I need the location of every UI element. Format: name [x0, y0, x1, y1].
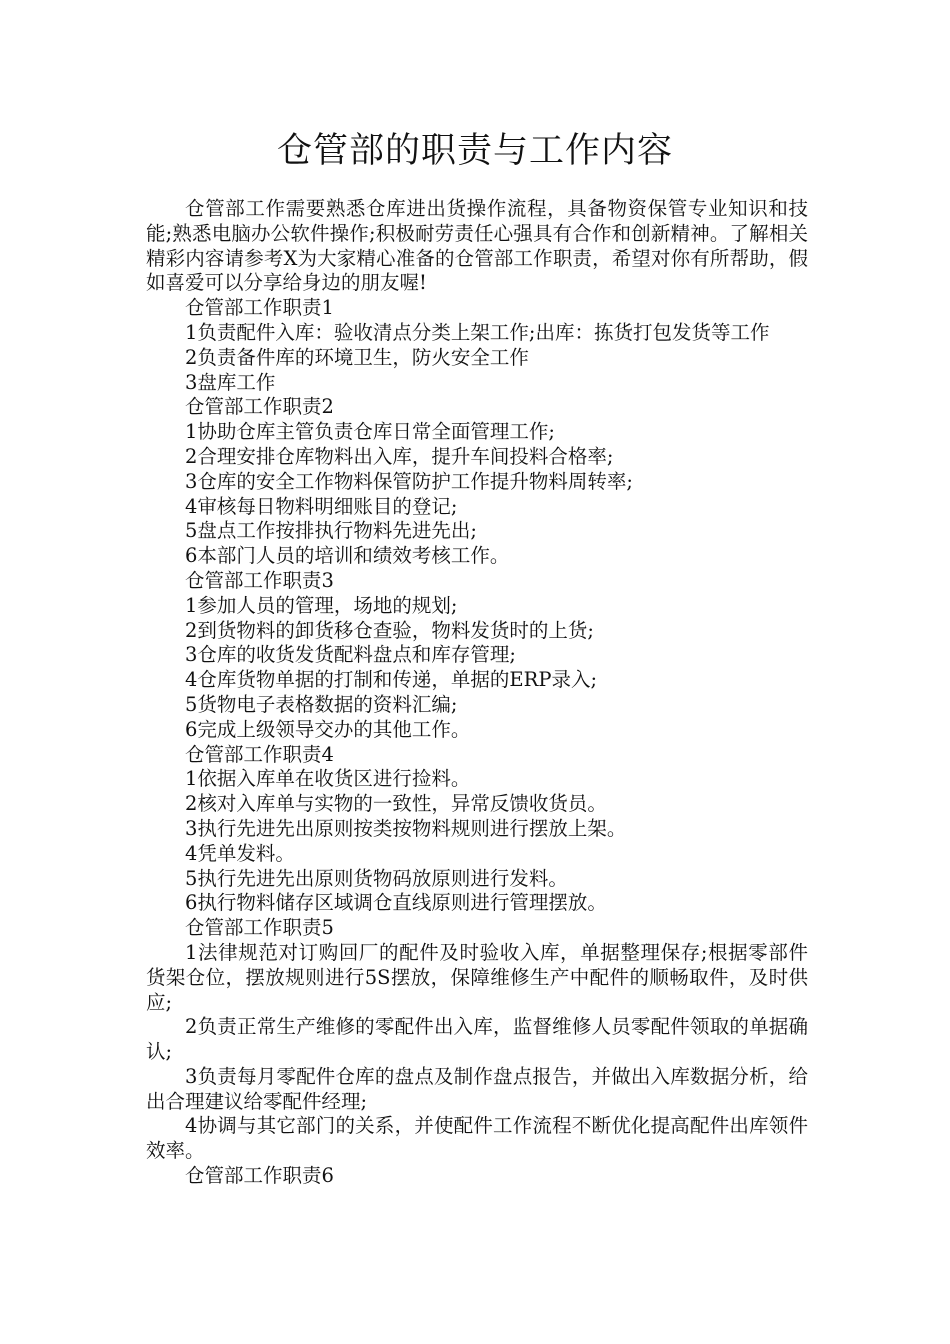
- list-item: 3盘库工作: [185, 370, 276, 394]
- list-item: 2负责备件库的环境卫生，防火安全工作: [185, 345, 529, 369]
- list-item: 1负责配件入库：验收清点分类上架工作;出库：拣货打包发货等工作: [185, 320, 770, 344]
- list-item: 4仓库货物单据的打制和传递，单据的ERP录入;: [185, 668, 598, 692]
- list-item: 3仓库的安全工作物料保管防护工作提升物料周转率;: [185, 469, 633, 493]
- list-item: 3仓库的收货发货配料盘点和库存管理;: [185, 643, 516, 667]
- list-item: 6本部门人员的培训和绩效考核工作。: [185, 544, 510, 568]
- list-item: 1协助仓库主管负责仓库日常全面管理工作;: [185, 420, 555, 444]
- list-item: 5执行先进先出原则货物码放原则进行发料。: [185, 866, 568, 890]
- list-item: 3执行先进先出原则按类按物料规则进行摆放上架。: [185, 816, 627, 840]
- list-item: 6完成上级领导交办的其他工作。: [185, 717, 471, 741]
- list-item: 1法律规范对订购回厂的配件及时验收入库，单据整理保存;根据零部件货架仓位，摆放规则进行5S摆放，保障维修生产中配件的顺畅取件，及时供应;: [146, 940, 808, 1014]
- section-heading: 仓管部工作职责1: [185, 296, 334, 320]
- list-item: 2合理安排仓库物料出入库，提升车间投料合格率;: [185, 444, 614, 468]
- section-heading: 仓管部工作职责5: [185, 916, 334, 940]
- list-item: 4协调与其它部门的关系，并使配件工作流程不断优化提高配件出库领件效率。: [146, 1114, 808, 1163]
- list-item: 4凭单发料。: [185, 841, 295, 865]
- paragraph: 仓管部工作需要熟悉仓库进出货操作流程，具备物资保管专业知识和技能;熟悉电脑办公软件操作;积极耐劳责任心强具有合作和创新精神。了解相关精彩内容请参考X为大家精心准备的仓管部工作职责，希望对你有所帮助，假如喜爱可以分享给身边的朋友喔!: [146, 197, 808, 295]
- list-item: 2核对入库单与实物的一致性，异常反馈收货员。: [185, 792, 607, 816]
- document-body: [146, 197, 808, 1189]
- list-item: 1参加人员的管理，场地的规划;: [185, 593, 458, 617]
- list-item: 3负责每月零配件仓库的盘点及制作盘点报告，并做出入库数据分析，给出合理建议给零配件经理;: [146, 1064, 808, 1113]
- list-item: 1依据入库单在收货区进行捡料。: [185, 767, 471, 791]
- list-item: 4审核每日物料明细账目的登记;: [185, 494, 458, 518]
- list-item: 5盘点工作按排执行物料先进先出;: [185, 519, 477, 543]
- section-heading: 仓管部工作职责6: [185, 1164, 334, 1188]
- list-item: 6执行物料储存区域调仓直线原则进行管理摆放。: [185, 891, 607, 915]
- list-item: 2到货物料的卸货移仓查验，物料发货时的上货;: [185, 618, 594, 642]
- section-heading: 仓管部工作职责4: [185, 742, 334, 766]
- list-item: 5货物电子表格数据的资料汇编;: [185, 692, 458, 716]
- document-title: 仓管部的职责与工作内容: [276, 131, 673, 171]
- section-heading: 仓管部工作职责2: [185, 395, 334, 419]
- section-heading: 仓管部工作职责3: [185, 568, 334, 592]
- list-item: 2负责正常生产维修的零配件出入库，监督维修人员零配件领取的单据确认;: [146, 1015, 808, 1064]
